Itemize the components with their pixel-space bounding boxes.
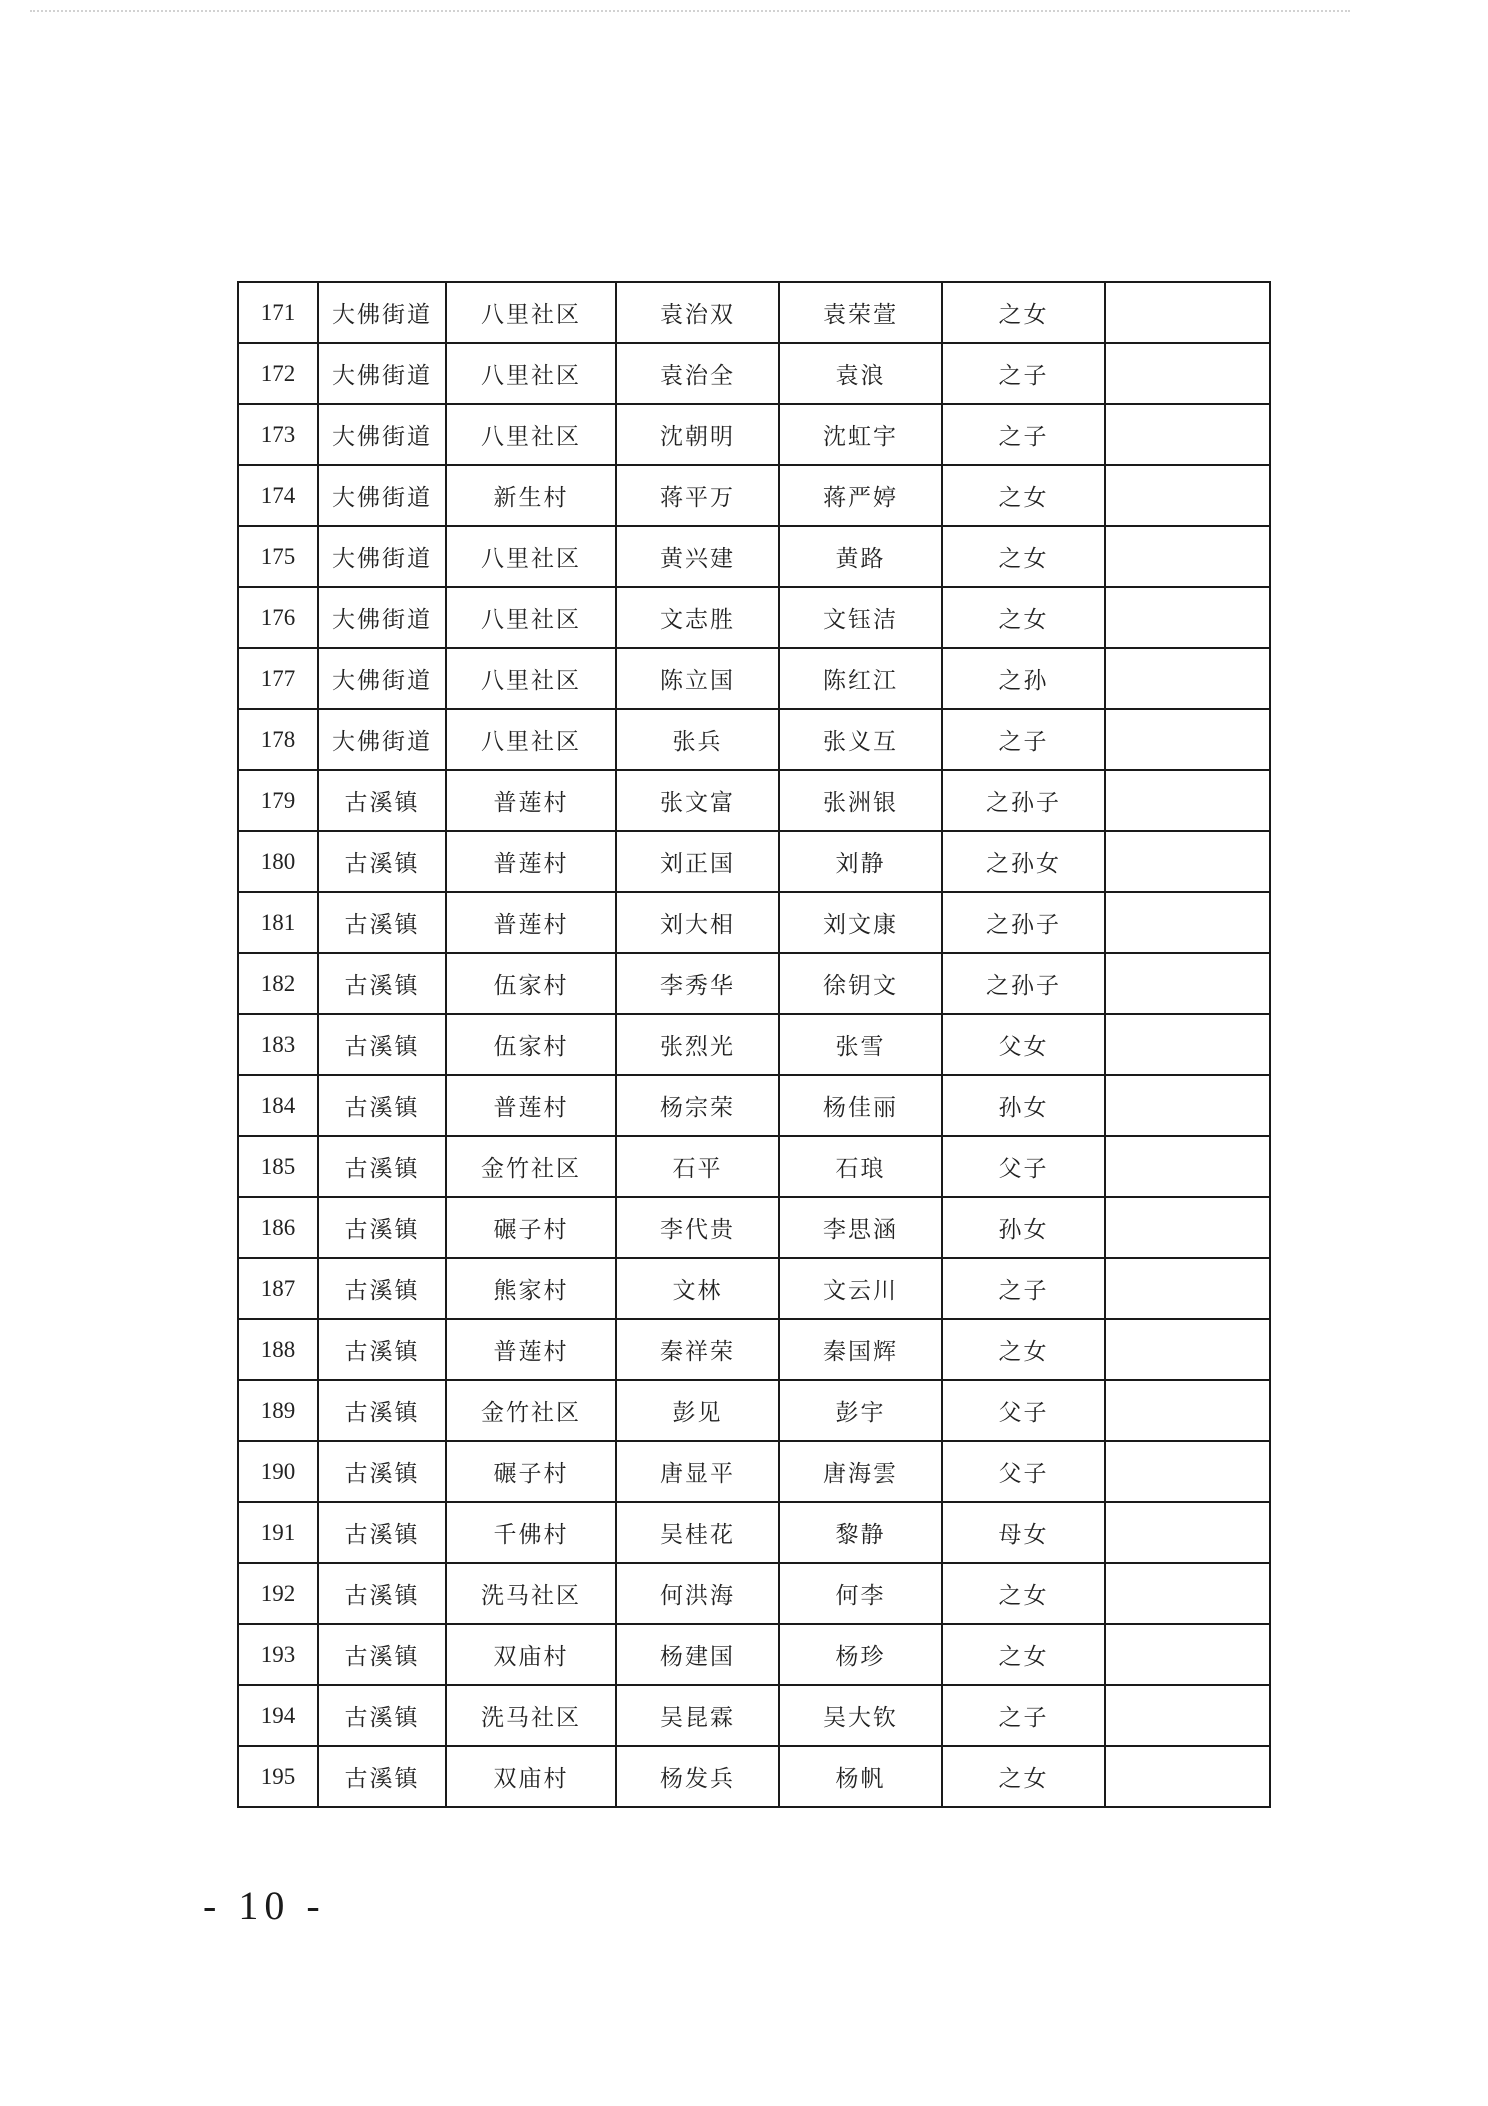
relative-name-cell: 袁荣萱: [779, 282, 942, 343]
relation-cell: 之子: [942, 404, 1105, 465]
village-cell: 伍家村: [446, 1014, 616, 1075]
table-row: [238, 1746, 1270, 1807]
village-cell: 八里社区: [446, 343, 616, 404]
relative-name-cell: 张义互: [779, 709, 942, 770]
relative-name-cell: 张洲银: [779, 770, 942, 831]
town-cell: 大佛街道: [318, 526, 446, 587]
name-cell: 陈立国: [616, 648, 779, 709]
relation-cell: 之女: [942, 1624, 1105, 1685]
town-cell: 古溪镇: [318, 1441, 446, 1502]
relative-name-cell: 文云川: [779, 1258, 942, 1319]
town-cell: 大佛街道: [318, 465, 446, 526]
relation-cell: 母女: [942, 1502, 1105, 1563]
town-cell: 古溪镇: [318, 953, 446, 1014]
table-row: [238, 770, 1270, 831]
relative-name-cell: 刘文康: [779, 892, 942, 953]
town-cell: 大佛街道: [318, 404, 446, 465]
row-number: 184: [238, 1075, 318, 1136]
village-cell: 碾子村: [446, 1197, 616, 1258]
town-cell: 古溪镇: [318, 1136, 446, 1197]
relation-cell: 之女: [942, 1319, 1105, 1380]
town-cell: 古溪镇: [318, 1014, 446, 1075]
town-cell: 古溪镇: [318, 1380, 446, 1441]
note-cell: [1105, 1685, 1270, 1746]
note-cell: [1105, 1746, 1270, 1807]
relation-cell: 父子: [942, 1136, 1105, 1197]
relative-name-cell: 吴大钦: [779, 1685, 942, 1746]
relative-name-cell: 彭宇: [779, 1380, 942, 1441]
note-cell: [1105, 770, 1270, 831]
row-number: 195: [238, 1746, 318, 1807]
table-row: [238, 1014, 1270, 1075]
table-row: [238, 1685, 1270, 1746]
row-number: 178: [238, 709, 318, 770]
note-cell: [1105, 1624, 1270, 1685]
town-cell: 古溪镇: [318, 1624, 446, 1685]
note-cell: [1105, 1197, 1270, 1258]
name-cell: 杨发兵: [616, 1746, 779, 1807]
name-cell: 杨宗荣: [616, 1075, 779, 1136]
relation-cell: 之女: [942, 587, 1105, 648]
name-cell: 李代贵: [616, 1197, 779, 1258]
village-cell: 八里社区: [446, 404, 616, 465]
town-cell: 古溪镇: [318, 1746, 446, 1807]
relation-cell: 父子: [942, 1441, 1105, 1502]
village-cell: 千佛村: [446, 1502, 616, 1563]
name-cell: 沈朝明: [616, 404, 779, 465]
page-number: - 10 -: [203, 1883, 326, 1928]
roster-table-body: [238, 282, 1270, 1807]
name-cell: 秦祥荣: [616, 1319, 779, 1380]
table-row: [238, 892, 1270, 953]
name-cell: 彭见: [616, 1380, 779, 1441]
village-cell: 普莲村: [446, 1319, 616, 1380]
note-cell: [1105, 1075, 1270, 1136]
table-row: [238, 709, 1270, 770]
relation-cell: 之孙子: [942, 892, 1105, 953]
town-cell: 大佛街道: [318, 648, 446, 709]
row-number: 182: [238, 953, 318, 1014]
town-cell: 古溪镇: [318, 1563, 446, 1624]
town-cell: 古溪镇: [318, 1502, 446, 1563]
table-row: [238, 1502, 1270, 1563]
note-cell: [1105, 892, 1270, 953]
row-number: 180: [238, 831, 318, 892]
name-cell: 何洪海: [616, 1563, 779, 1624]
town-cell: 古溪镇: [318, 770, 446, 831]
village-cell: 熊家村: [446, 1258, 616, 1319]
village-cell: 八里社区: [446, 709, 616, 770]
name-cell: 刘大相: [616, 892, 779, 953]
relation-cell: 孙女: [942, 1197, 1105, 1258]
town-cell: 古溪镇: [318, 1075, 446, 1136]
row-number: 192: [238, 1563, 318, 1624]
village-cell: 碾子村: [446, 1441, 616, 1502]
roster-table: [237, 281, 1271, 1808]
name-cell: 唐显平: [616, 1441, 779, 1502]
name-cell: 吴昆霖: [616, 1685, 779, 1746]
village-cell: 双庙村: [446, 1624, 616, 1685]
note-cell: [1105, 1502, 1270, 1563]
name-cell: 蒋平万: [616, 465, 779, 526]
name-cell: 张烈光: [616, 1014, 779, 1075]
town-cell: 古溪镇: [318, 1685, 446, 1746]
town-cell: 古溪镇: [318, 831, 446, 892]
town-cell: 大佛街道: [318, 587, 446, 648]
village-cell: 八里社区: [446, 587, 616, 648]
name-cell: 石平: [616, 1136, 779, 1197]
table-row: [238, 831, 1270, 892]
note-cell: [1105, 343, 1270, 404]
name-cell: 黄兴建: [616, 526, 779, 587]
name-cell: 刘正国: [616, 831, 779, 892]
row-number: 188: [238, 1319, 318, 1380]
town-cell: 大佛街道: [318, 709, 446, 770]
village-cell: 八里社区: [446, 648, 616, 709]
relation-cell: 之女: [942, 1563, 1105, 1624]
note-cell: [1105, 648, 1270, 709]
relative-name-cell: 沈虹宇: [779, 404, 942, 465]
village-cell: 普莲村: [446, 770, 616, 831]
name-cell: 张兵: [616, 709, 779, 770]
note-cell: [1105, 1136, 1270, 1197]
village-cell: 八里社区: [446, 526, 616, 587]
table-row: [238, 1624, 1270, 1685]
row-number: 174: [238, 465, 318, 526]
relation-cell: 之孙子: [942, 953, 1105, 1014]
relation-cell: 之女: [942, 282, 1105, 343]
row-number: 175: [238, 526, 318, 587]
row-number: 194: [238, 1685, 318, 1746]
name-cell: 文志胜: [616, 587, 779, 648]
relative-name-cell: 石琅: [779, 1136, 942, 1197]
relation-cell: 之女: [942, 1746, 1105, 1807]
relative-name-cell: 袁浪: [779, 343, 942, 404]
relative-name-cell: 唐海雲: [779, 1441, 942, 1502]
note-cell: [1105, 1258, 1270, 1319]
note-cell: [1105, 1563, 1270, 1624]
row-number: 177: [238, 648, 318, 709]
relative-name-cell: 杨帆: [779, 1746, 942, 1807]
relative-name-cell: 张雪: [779, 1014, 942, 1075]
relative-name-cell: 杨珍: [779, 1624, 942, 1685]
note-cell: [1105, 526, 1270, 587]
table-row: [238, 1197, 1270, 1258]
relation-cell: 父子: [942, 1380, 1105, 1441]
relative-name-cell: 秦国辉: [779, 1319, 942, 1380]
row-number: 183: [238, 1014, 318, 1075]
note-cell: [1105, 953, 1270, 1014]
name-cell: 李秀华: [616, 953, 779, 1014]
relative-name-cell: 徐钥文: [779, 953, 942, 1014]
village-cell: 普莲村: [446, 831, 616, 892]
relative-name-cell: 刘静: [779, 831, 942, 892]
note-cell: [1105, 1380, 1270, 1441]
row-number: 181: [238, 892, 318, 953]
town-cell: 古溪镇: [318, 1319, 446, 1380]
relation-cell: 之女: [942, 465, 1105, 526]
note-cell: [1105, 1014, 1270, 1075]
table-row: [238, 1075, 1270, 1136]
table-row: [238, 1319, 1270, 1380]
note-cell: [1105, 404, 1270, 465]
table-row: [238, 526, 1270, 587]
town-cell: 古溪镇: [318, 1258, 446, 1319]
table-row: [238, 953, 1270, 1014]
row-number: 186: [238, 1197, 318, 1258]
town-cell: 大佛街道: [318, 343, 446, 404]
name-cell: 杨建国: [616, 1624, 779, 1685]
row-number: 190: [238, 1441, 318, 1502]
table-row: [238, 1136, 1270, 1197]
relation-cell: 父女: [942, 1014, 1105, 1075]
table-row: [238, 1380, 1270, 1441]
note-cell: [1105, 831, 1270, 892]
note-cell: [1105, 465, 1270, 526]
row-number: 176: [238, 587, 318, 648]
relation-cell: 之子: [942, 1258, 1105, 1319]
town-cell: 大佛街道: [318, 282, 446, 343]
table-row: [238, 587, 1270, 648]
row-number: 189: [238, 1380, 318, 1441]
village-cell: 八里社区: [446, 282, 616, 343]
relation-cell: 之子: [942, 709, 1105, 770]
village-cell: 双庙村: [446, 1746, 616, 1807]
relation-cell: 之孙子: [942, 770, 1105, 831]
row-number: 185: [238, 1136, 318, 1197]
table-row: [238, 282, 1270, 343]
relative-name-cell: 蒋严婷: [779, 465, 942, 526]
village-cell: 洗马社区: [446, 1685, 616, 1746]
row-number: 179: [238, 770, 318, 831]
name-cell: 袁治双: [616, 282, 779, 343]
village-cell: 新生村: [446, 465, 616, 526]
row-number: 191: [238, 1502, 318, 1563]
relative-name-cell: 黄路: [779, 526, 942, 587]
relative-name-cell: 文钰洁: [779, 587, 942, 648]
table-row: [238, 343, 1270, 404]
village-cell: 普莲村: [446, 892, 616, 953]
row-number: 171: [238, 282, 318, 343]
scan-artifact-line: [30, 10, 1350, 18]
town-cell: 古溪镇: [318, 892, 446, 953]
relation-cell: 之孙: [942, 648, 1105, 709]
row-number: 172: [238, 343, 318, 404]
name-cell: 吴桂花: [616, 1502, 779, 1563]
table-row: [238, 1258, 1270, 1319]
note-cell: [1105, 587, 1270, 648]
relation-cell: 孙女: [942, 1075, 1105, 1136]
note-cell: [1105, 709, 1270, 770]
village-cell: 金竹社区: [446, 1380, 616, 1441]
relation-cell: 之子: [942, 1685, 1105, 1746]
note-cell: [1105, 282, 1270, 343]
table-row: [238, 465, 1270, 526]
name-cell: 袁治全: [616, 343, 779, 404]
row-number: 173: [238, 404, 318, 465]
relation-cell: 之女: [942, 526, 1105, 587]
relative-name-cell: 李思涵: [779, 1197, 942, 1258]
relative-name-cell: 杨佳丽: [779, 1075, 942, 1136]
name-cell: 张文富: [616, 770, 779, 831]
relation-cell: 之孙女: [942, 831, 1105, 892]
table-row: [238, 404, 1270, 465]
village-cell: 普莲村: [446, 1075, 616, 1136]
row-number: 187: [238, 1258, 318, 1319]
table-row: [238, 1441, 1270, 1502]
name-cell: 文林: [616, 1258, 779, 1319]
village-cell: 伍家村: [446, 953, 616, 1014]
table-row: [238, 1563, 1270, 1624]
village-cell: 金竹社区: [446, 1136, 616, 1197]
town-cell: 古溪镇: [318, 1197, 446, 1258]
row-number: 193: [238, 1624, 318, 1685]
village-cell: 洗马社区: [446, 1563, 616, 1624]
table-row: [238, 648, 1270, 709]
relative-name-cell: 陈红江: [779, 648, 942, 709]
note-cell: [1105, 1441, 1270, 1502]
relation-cell: 之子: [942, 343, 1105, 404]
relative-name-cell: 何李: [779, 1563, 942, 1624]
note-cell: [1105, 1319, 1270, 1380]
relative-name-cell: 黎静: [779, 1502, 942, 1563]
